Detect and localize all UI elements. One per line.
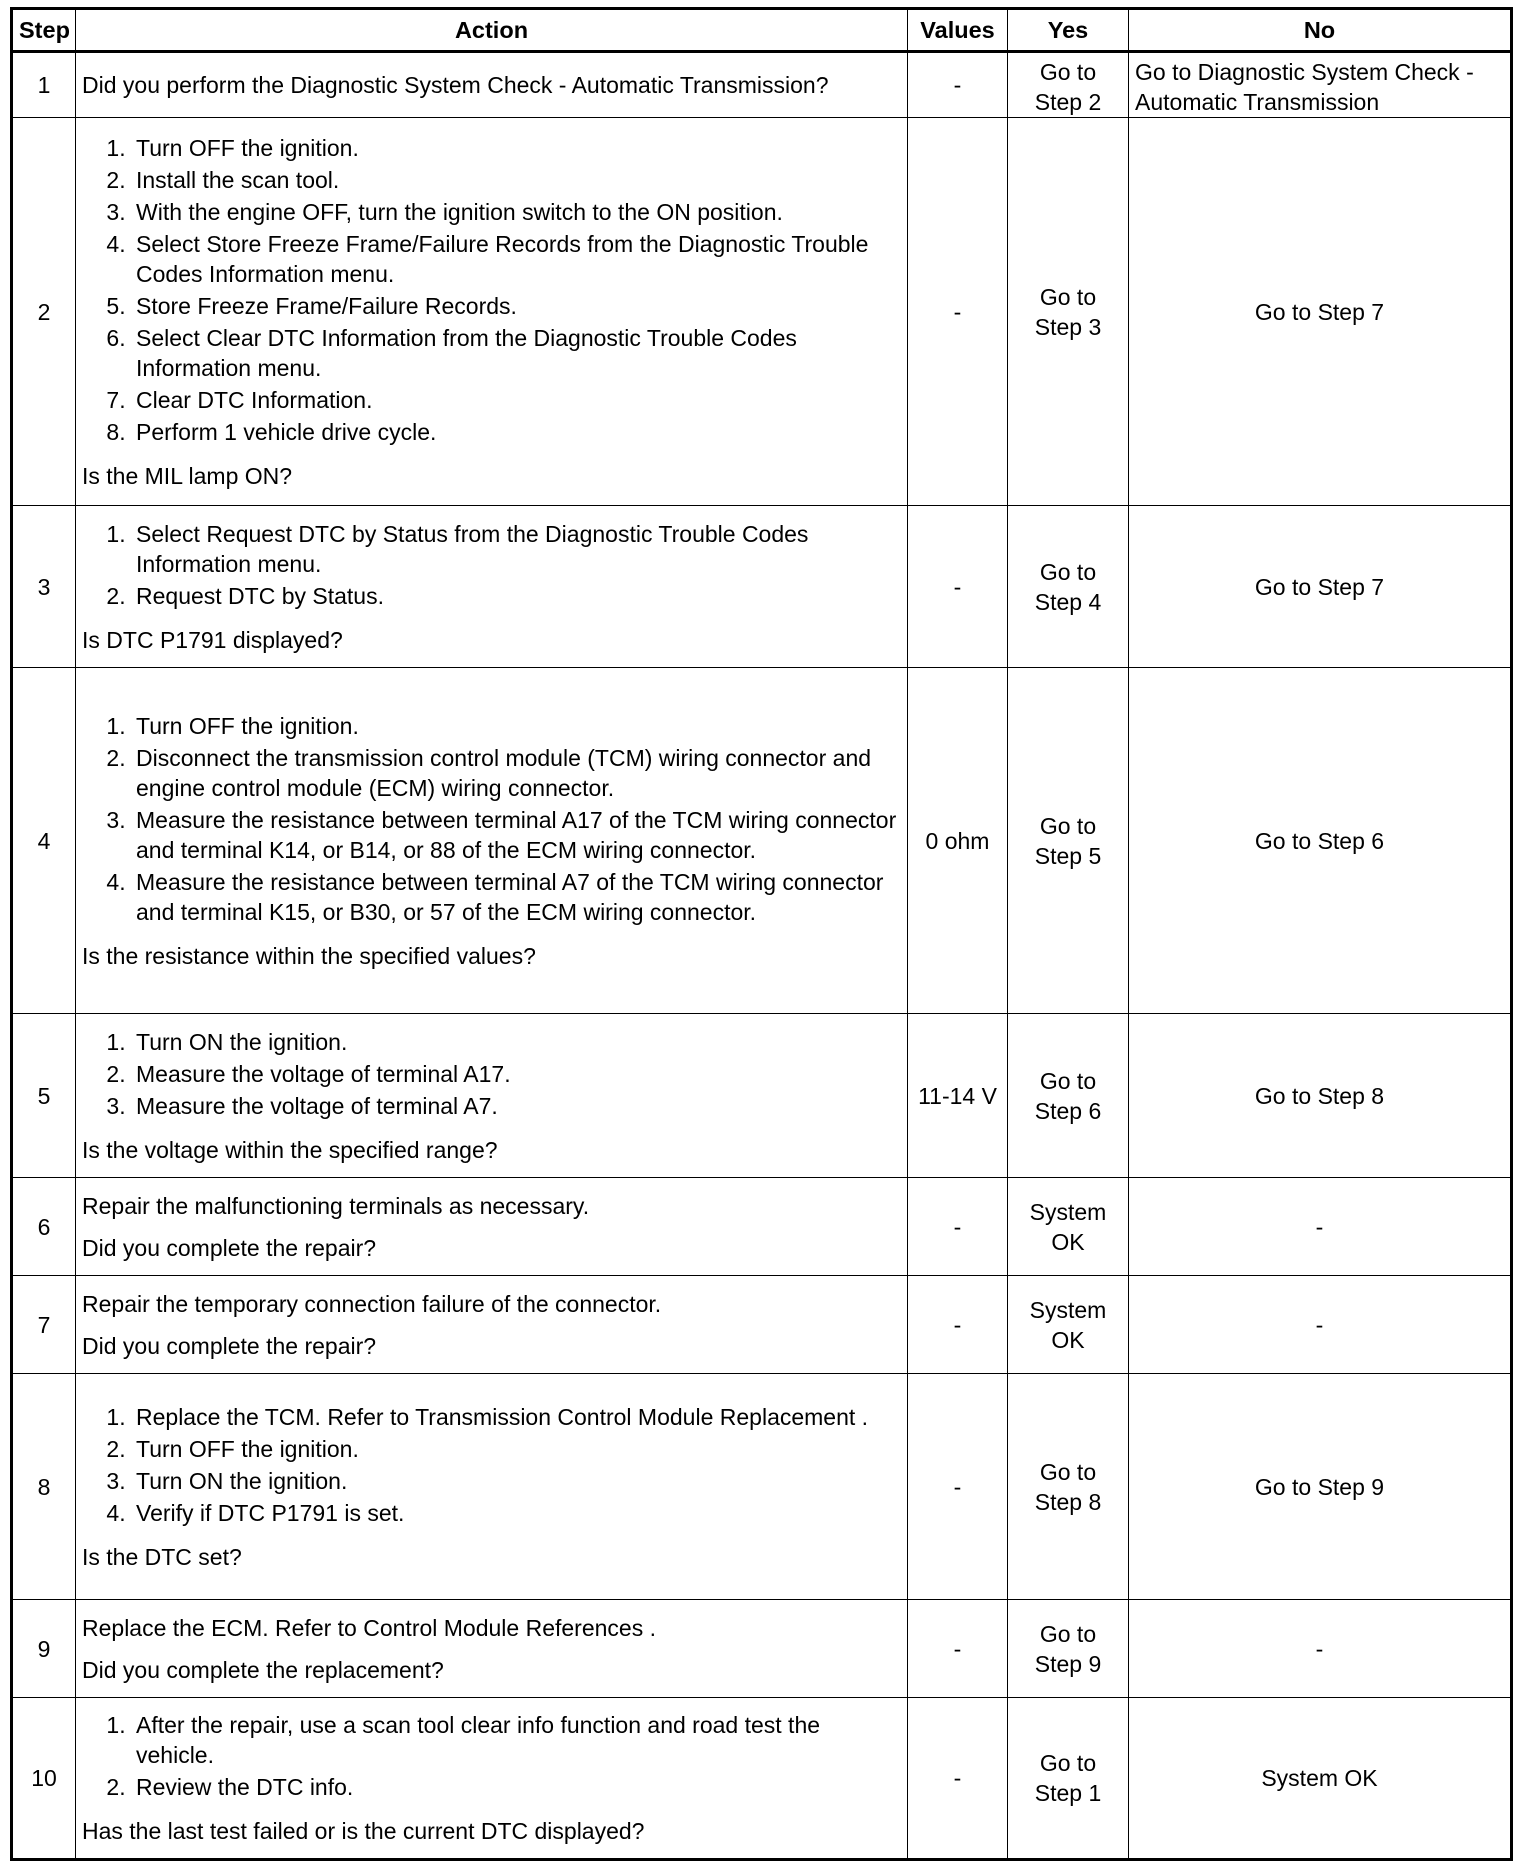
value-cell: - [908,118,1008,506]
action-step: 4. Verify if DTC P1791 is set. [132,1498,901,1528]
action-cell [76,1014,908,1178]
action-cell [76,1698,908,1860]
value-cell: 0 ohm [908,668,1008,1014]
table-row [12,118,1512,506]
action-question: Is the MIL lamp ON? [82,462,293,489]
action-cell [76,118,908,506]
no-cell: Go to Step 6 [1129,668,1512,1014]
action-cell [76,52,908,118]
action-step: 2. Measure the voltage of terminal A17. [132,1059,901,1089]
action-steps-list [82,133,901,447]
value-cell: - [908,506,1008,668]
action-step: 2. Disconnect the transmission control module (TCM) wiring connector and engine control module (ECM) wiring connector. [132,743,901,803]
step-number: 6 [12,1178,76,1276]
header-step: Step [12,9,76,52]
action-step: 3. Turn ON the ignition. [132,1466,901,1496]
action-steps-list [82,1710,901,1802]
table-row [12,1014,1512,1178]
action-question: Did you complete the repair? [82,1332,377,1359]
action-intro: Repair the malfunctioning terminals as necessary. [82,1192,590,1219]
table-row [12,1276,1512,1374]
no-cell: Go to Step 8 [1129,1014,1512,1178]
action-step: 7. Clear DTC Information. [132,385,901,415]
step-number: 10 [12,1698,76,1860]
table-row [12,52,1512,118]
action-cell [76,1374,908,1600]
diagnostic-page [10,7,1510,1861]
step-number: 7 [12,1276,76,1374]
action-steps-list [82,519,901,611]
yes-cell: Go to Step 3 [1008,118,1129,506]
table-row [12,506,1512,668]
yes-cell: Go to Step 1 [1008,1698,1129,1860]
diagnostic-table [10,7,1513,1861]
no-cell: Go to Diagnostic System Check - Automatic Transmission [1129,52,1512,118]
value-cell: - [908,1276,1008,1374]
action-cell [76,1178,908,1276]
action-question: Is the DTC set? [82,1543,242,1570]
yes-cell: Go to Step 6 [1008,1014,1129,1178]
yes-cell: Go to Step 8 [1008,1374,1129,1600]
action-step: 3. Measure the resistance between terminal A17 of the TCM wiring connector and terminal K14, or B14, or 88 of the ECM wiring connector. [132,805,901,865]
no-cell: Go to Step 7 [1129,118,1512,506]
action-step: 1. Replace the TCM. Refer to Transmission Control Module Replacement . [132,1402,901,1432]
action-steps-list [82,711,901,927]
table-row [12,1374,1512,1600]
action-intro: Repair the temporary connection failure of the connector. [82,1290,662,1317]
action-step: 4. Select Store Freeze Frame/Failure Records from the Diagnostic Trouble Codes Information menu. [132,229,901,289]
action-step: 1. After the repair, use a scan tool clear info function and road test the vehicle. [132,1710,901,1770]
yes-cell: Go to Step 4 [1008,506,1129,668]
action-steps-list [82,1402,901,1528]
yes-cell: System OK [1008,1178,1129,1276]
action-step: 1. Turn OFF the ignition. [132,133,901,163]
yes-cell: System OK [1008,1276,1129,1374]
action-step: 2. Install the scan tool. [132,165,901,195]
action-question: Has the last test failed or is the current DTC displayed? [82,1818,645,1844]
step-number: 1 [12,52,76,118]
step-number: 5 [12,1014,76,1178]
action-step: 3. Measure the voltage of terminal A7. [132,1091,901,1121]
action-question: Is the resistance within the specified values? [82,942,536,969]
action-cell [76,1600,908,1698]
action-question: Did you complete the replacement? [82,1656,444,1683]
action-cell [76,506,908,668]
action-intro: Did you perform the Diagnostic System Check - Automatic Transmission? [82,72,829,98]
header-row [12,9,1512,52]
action-step: 4. Measure the resistance between terminal A7 of the TCM wiring connector and terminal K15, or B30, or 57 of the ECM wiring connector. [132,867,901,927]
value-cell: - [908,1374,1008,1600]
action-step: 8. Perform 1 vehicle drive cycle. [132,417,901,447]
table-body [12,52,1512,1860]
step-number: 9 [12,1600,76,1698]
value-cell: - [908,1178,1008,1276]
action-step: 1. Turn ON the ignition. [132,1027,901,1057]
value-cell: 11-14 V [908,1014,1008,1178]
no-cell: - [1129,1276,1512,1374]
action-step: 1. Turn OFF the ignition. [132,711,901,741]
no-cell: System OK [1129,1698,1512,1860]
action-step: 2. Turn OFF the ignition. [132,1434,901,1464]
table-row [12,1600,1512,1698]
action-step: 2. Review the DTC info. [132,1772,901,1802]
table-row [12,1178,1512,1276]
yes-cell: Go to Step 2 [1008,52,1129,118]
action-cell [76,1276,908,1374]
action-question: Did you complete the repair? [82,1234,377,1261]
action-step: 6. Select Clear DTC Information from the Diagnostic Trouble Codes Information menu. [132,323,901,383]
action-steps-list [82,1027,901,1121]
step-number: 8 [12,1374,76,1600]
table-row [12,668,1512,1014]
value-cell: - [908,52,1008,118]
action-step: 5. Store Freeze Frame/Failure Records. [132,291,901,321]
action-step: 1. Select Request DTC by Status from the Diagnostic Trouble Codes Information menu. [132,519,901,579]
action-question: Is the voltage within the specified range? [82,1136,498,1163]
table-row [12,1698,1512,1860]
yes-cell: Go to Step 9 [1008,1600,1129,1698]
no-cell: Go to Step 7 [1129,506,1512,668]
step-number: 2 [12,118,76,506]
yes-cell: Go to Step 5 [1008,668,1129,1014]
action-intro: Replace the ECM. Refer to Control Module References . [82,1614,656,1641]
header-values: Values [908,9,1008,52]
no-cell: - [1129,1600,1512,1698]
step-number: 3 [12,506,76,668]
action-cell [76,668,908,1014]
value-cell: - [908,1698,1008,1860]
action-step: 3. With the engine OFF, turn the ignition switch to the ON position. [132,197,901,227]
header-yes: Yes [1008,9,1129,52]
action-step: 2. Request DTC by Status. [132,581,901,611]
action-question: Is DTC P1791 displayed? [82,626,343,653]
header-action: Action [76,9,908,52]
value-cell: - [908,1600,1008,1698]
no-cell: Go to Step 9 [1129,1374,1512,1600]
header-no: No [1129,9,1512,52]
step-number: 4 [12,668,76,1014]
no-cell: - [1129,1178,1512,1276]
